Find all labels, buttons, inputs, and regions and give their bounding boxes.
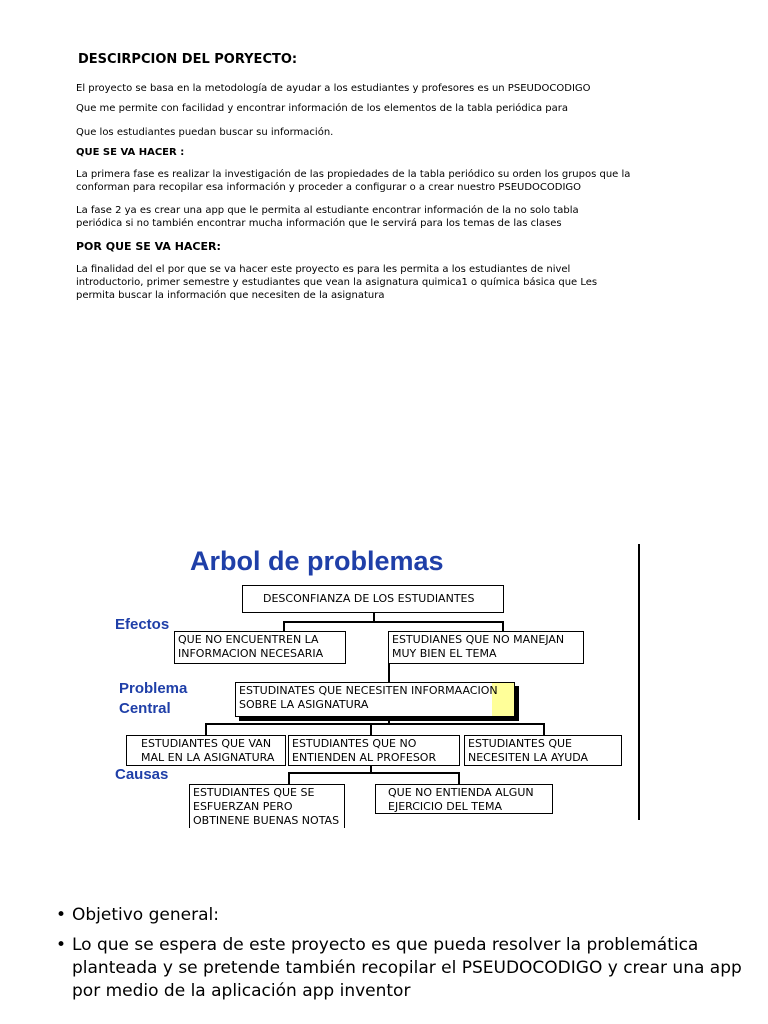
- paragraph-5: La fase 2 ya es crear una app que le permita al estudiante encontrar información de la no solo tabla periódica si no también encontrar mucha información que le servirá para los temas de las clases: [76, 205, 579, 229]
- paragraph-2: Que me permite con facilidad y encontrar información de los elementos de la tabla periódica para: [76, 103, 569, 114]
- heading-que-se-va-hacer: QUE SE VA HACER :: [76, 147, 185, 158]
- paragraph-6: La finalidad del el por que se va hacer este proyecto es para les permita a los estudiantes de nivel introductorio, primer semestre y estudiantes que vean la asignatura quimica1 o química básica que Les permita buscar la información que necesiten de la asignatura: [76, 264, 598, 301]
- connector-effect-right: [502, 621, 504, 631]
- bullet-item-objetivo: [56, 904, 746, 927]
- connector-causes-horizontal: [205, 723, 543, 725]
- connector-central-down: [388, 716, 390, 724]
- box-cause-1: ESTUDIANTES QUE VAN MAL EN LA ASIGNATURA: [126, 735, 286, 766]
- heading-descripcion: DESCIRPCION DEL PORYECTO:: [78, 52, 298, 67]
- box-desconfianza: DESCONFIANZA DE LOS ESTUDIANTES: [242, 585, 504, 613]
- label-central: Central: [119, 700, 171, 717]
- connector-cause5: [458, 772, 460, 784]
- connector-lower-horizontal: [288, 772, 458, 774]
- bullet-list: [56, 904, 746, 1010]
- heading-por-que: POR QUE SE VA HACER:: [76, 240, 221, 253]
- connector-effects-center: [388, 664, 390, 682]
- box-central-problem: ESTUDINATES QUE NECESITEN INFORMAACION SOBRE LA ASIGNATURA: [235, 682, 515, 717]
- connector-effect-left: [283, 621, 285, 631]
- connector-effects-horizontal: [283, 621, 503, 623]
- box-cause-4: ESTUDIANTES QUE SE ESFUERZAN PERO OBTINENE BUENAS NOTAS: [189, 784, 345, 828]
- paragraph-4: La primera fase es realizar la investigación de las propiedades de la tabla periódico su orden los grupos que la conforman para recopilar esa información y proceder a configurar o a crear nuestro PSEUDOCODIGO: [76, 169, 631, 193]
- connector-cause4: [288, 772, 290, 784]
- tree-title: Arbol de problemas: [190, 546, 444, 576]
- connector-cause1: [205, 723, 207, 735]
- box-cause-2: ESTUDIANTES QUE NO ENTIENDEN AL PROFESOR: [288, 735, 460, 766]
- label-causas: Causas: [115, 766, 169, 783]
- bullet-text: Objetivo general:: [72, 905, 219, 925]
- bullet-glyph: •: [56, 905, 67, 925]
- right-border-line: [638, 544, 640, 820]
- box-effect-left: QUE NO ENCUENTREN LA INFORMACION NECESARIA: [174, 631, 346, 664]
- bullet-item-description: [56, 934, 746, 1003]
- bullet-glyph: •: [56, 935, 67, 955]
- box-cause-3: ESTUDIANTES QUE NECESITEN LA AYUDA: [464, 735, 622, 766]
- box-effect-right: ESTUDIANES QUE NO MANEJAN MUY BIEN EL TEMA: [388, 631, 584, 664]
- bullet-text: Lo que se espera de este proyecto es que pueda resolver la problemática planteada y se pretende también recopilar el PSEUDOCODIGO y crear una app por medio de la aplicación app inventor: [72, 935, 742, 1001]
- connector-cause3: [543, 723, 545, 735]
- label-efectos: Efectos: [115, 616, 170, 633]
- label-problema: Problema: [119, 680, 188, 697]
- connector-cause2: [370, 723, 372, 735]
- paragraph-3: Que los estudiantes puedan buscar su información.: [76, 127, 334, 138]
- box-cause-5: QUE NO ENTIENDA ALGUN EJERCICIO DEL TEMA: [375, 784, 553, 814]
- paragraph-1: El proyecto se basa en la metodología de ayudar a los estudiantes y profesores es un PSEUDOCODIGO: [76, 83, 591, 94]
- problem-tree-diagram: [108, 540, 640, 830]
